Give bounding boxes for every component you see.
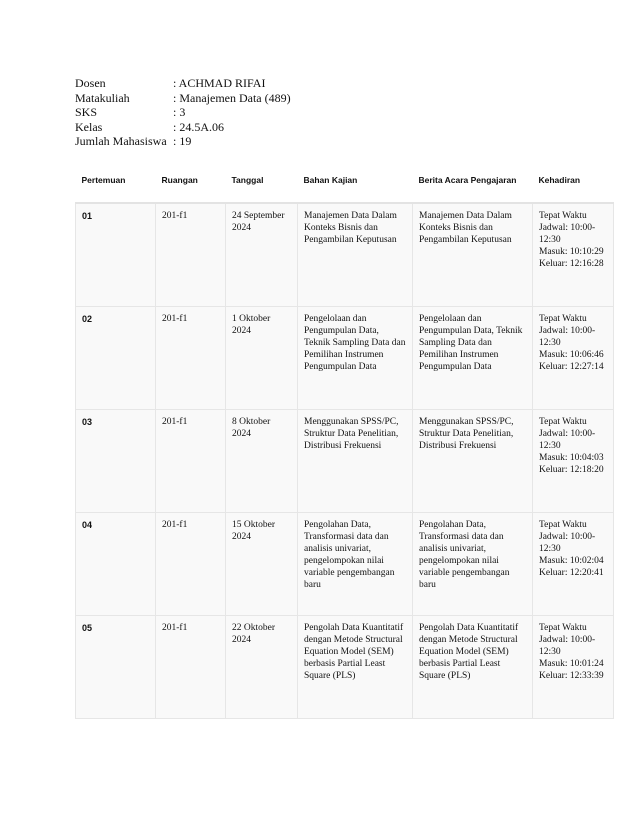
- info-value: : 3: [173, 105, 186, 119]
- kehadiran-masuk: Masuk: 10:04:03: [539, 453, 604, 463]
- cell-kehadiran: [533, 616, 614, 719]
- kehadiran-jadwal: Jadwal: 10:00-12:30: [539, 635, 596, 657]
- info-kelas: [75, 120, 291, 135]
- header-berita-acara: Berita Acara Pengajaran: [413, 158, 533, 203]
- info-value: : Manajemen Data (489): [173, 90, 291, 105]
- kehadiran-masuk: Masuk: 10:02:04: [539, 556, 604, 566]
- cell-bahan-kajian: Pengolah Data Kuantitatif dengan Metode Structural Equation Model (SEM) berbasis Partial Least Square (PLS): [298, 616, 413, 719]
- kehadiran-masuk: Masuk: 10:01:24: [539, 659, 604, 669]
- info-label: Matakuliah: [75, 90, 130, 105]
- course-info: [75, 76, 291, 149]
- info-sks: [75, 105, 291, 120]
- kehadiran-status: Tepat Waktu: [539, 520, 587, 530]
- kehadiran-status: Tepat Waktu: [539, 623, 587, 633]
- header-tanggal: Tanggal: [226, 158, 298, 203]
- kehadiran-keluar: Keluar: 12:16:28: [539, 259, 604, 269]
- cell-berita-acara: Pengelolaan dan Pengumpulan Data, Teknik Sampling Data dan Pemilihan Instrumen Pengumpulan Data: [413, 307, 533, 410]
- header-pertemuan: Pertemuan: [76, 158, 156, 203]
- cell-tanggal: 8 Oktober 2024: [226, 410, 298, 513]
- kehadiran-status: Tepat Waktu: [539, 417, 587, 427]
- cell-ruangan: 201-f1: [156, 513, 226, 616]
- kehadiran-jadwal: Jadwal: 10:00-12:30: [539, 532, 596, 554]
- cell-pertemuan: 04: [76, 513, 156, 616]
- cell-bahan-kajian: Pengolahan Data, Transformasi data dan analisis univariat, pengelompokan nilai variable pengembangan baru: [298, 513, 413, 616]
- cell-tanggal: 22 Oktober 2024: [226, 616, 298, 719]
- attendance-table: [75, 158, 614, 719]
- cell-bahan-kajian: Pengelolaan dan Pengumpulan Data, Teknik Sampling Data dan Pemilihan Instrumen Pengumpulan Data: [298, 307, 413, 410]
- info-label: Kelas: [75, 119, 103, 134]
- kehadiran-jadwal: Jadwal: 10:00-12:30: [539, 326, 596, 348]
- cell-kehadiran: [533, 307, 614, 410]
- table-row: [76, 410, 614, 513]
- info-label: SKS: [75, 105, 98, 119]
- cell-ruangan: 201-f1: [156, 616, 226, 719]
- kehadiran-keluar: Keluar: 12:18:20: [539, 465, 604, 475]
- kehadiran-masuk: Masuk: 10:06:46: [539, 350, 604, 360]
- cell-tanggal: 24 September 2024: [226, 203, 298, 307]
- cell-ruangan: 201-f1: [156, 410, 226, 513]
- table-row: [76, 616, 614, 719]
- kehadiran-masuk: Masuk: 10:10:29: [539, 247, 604, 257]
- cell-pertemuan: 03: [76, 410, 156, 513]
- cell-ruangan: 201-f1: [156, 203, 226, 307]
- info-value: : ACHMAD RIFAI: [173, 76, 266, 90]
- cell-berita-acara: Pengolahan Data, Transformasi data dan analisis univariat, pengelompokan nilai variable pengembangan baru: [413, 513, 533, 616]
- info-dosen: [75, 76, 291, 91]
- cell-kehadiran: [533, 203, 614, 307]
- info-matakuliah: [75, 91, 291, 106]
- table-row: [76, 307, 614, 410]
- kehadiran-status: Tepat Waktu: [539, 211, 587, 221]
- cell-bahan-kajian: Manajemen Data Dalam Konteks Bisnis dan Pengambilan Keputusan: [298, 203, 413, 307]
- cell-tanggal: 1 Oktober 2024: [226, 307, 298, 410]
- table-header-row: [76, 158, 614, 203]
- info-jumlah-mahasiswa: [75, 134, 291, 149]
- kehadiran-keluar: Keluar: 12:20:41: [539, 568, 604, 578]
- cell-berita-acara: Menggunakan SPSS/PC, Struktur Data Penelitian, Distribusi Frekuensi: [413, 410, 533, 513]
- cell-pertemuan: 01: [76, 203, 156, 307]
- table-row: [76, 203, 614, 307]
- header-ruangan: Ruangan: [156, 158, 226, 203]
- header-kehadiran: Kehadiran: [533, 158, 614, 203]
- info-label: Jumlah Mahasiswa: [75, 134, 167, 148]
- cell-berita-acara: Pengolah Data Kuantitatif dengan Metode Structural Equation Model (SEM) berbasis Partial Least Square (PLS): [413, 616, 533, 719]
- cell-kehadiran: [533, 513, 614, 616]
- cell-pertemuan: 05: [76, 616, 156, 719]
- header-bahan-kajian: Bahan Kajian: [298, 158, 413, 203]
- cell-bahan-kajian: Menggunakan SPSS/PC, Struktur Data Penelitian, Distribusi Frekuensi: [298, 410, 413, 513]
- info-value: : 19: [173, 134, 192, 148]
- cell-kehadiran: [533, 410, 614, 513]
- kehadiran-keluar: Keluar: 12:33:39: [539, 671, 604, 681]
- kehadiran-status: Tepat Waktu: [539, 314, 587, 324]
- cell-berita-acara: Manajemen Data Dalam Konteks Bisnis dan Pengambilan Keputusan: [413, 203, 533, 307]
- info-label: Dosen: [75, 76, 106, 90]
- info-value: : 24.5A.06: [173, 119, 224, 134]
- cell-pertemuan: 02: [76, 307, 156, 410]
- table-row: [76, 513, 614, 616]
- kehadiran-keluar: Keluar: 12:27:14: [539, 362, 604, 372]
- cell-tanggal: 15 Oktober 2024: [226, 513, 298, 616]
- kehadiran-jadwal: Jadwal: 10:00-12:30: [539, 223, 596, 245]
- cell-ruangan: 201-f1: [156, 307, 226, 410]
- kehadiran-jadwal: Jadwal: 10:00-12:30: [539, 429, 596, 451]
